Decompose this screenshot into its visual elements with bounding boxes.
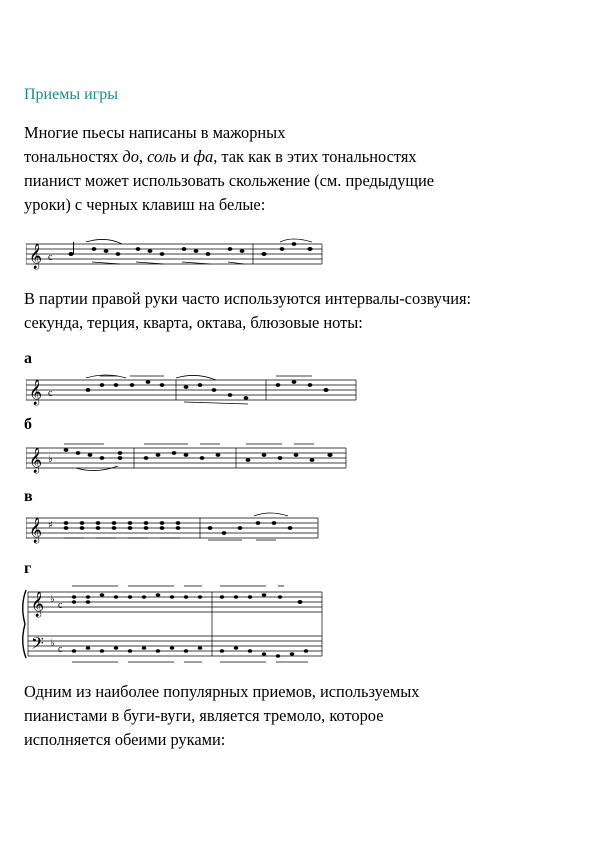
key-fa: фа bbox=[193, 147, 214, 166]
svg-text:𝄞: 𝄞 bbox=[31, 592, 45, 617]
music-example-b bbox=[26, 440, 350, 476]
tremolo-paragraph bbox=[24, 680, 419, 752]
svg-text:c: c bbox=[48, 388, 53, 399]
tremolo-line-2: пианистами в буги-вуги, является тремоло, которое bbox=[24, 706, 384, 725]
intro-line-2-end: , так как в этих тональностях bbox=[213, 147, 417, 166]
tremolo-line-3: исполняется обеими руками: bbox=[24, 730, 226, 749]
intro-paragraph bbox=[24, 121, 434, 217]
example-label-g: г bbox=[24, 560, 32, 577]
intro-line-2 bbox=[24, 145, 434, 169]
svg-text:c: c bbox=[58, 644, 63, 655]
svg-text:♭: ♭ bbox=[50, 594, 55, 605]
svg-text:𝄞: 𝄞 bbox=[29, 380, 43, 405]
example-label-v: в bbox=[24, 488, 33, 505]
example-label-a: а bbox=[24, 350, 32, 367]
svg-text:𝄞: 𝄞 bbox=[29, 448, 43, 473]
svg-text:♭: ♭ bbox=[50, 638, 55, 649]
svg-text:c: c bbox=[48, 252, 53, 263]
separator-2: и bbox=[176, 147, 194, 166]
example-label-b: б bbox=[24, 416, 32, 433]
intervals-line-1: В партии правой руки часто используются интервалы-созвучия: bbox=[24, 289, 472, 308]
svg-text:♭: ♭ bbox=[48, 454, 53, 465]
svg-text:♯: ♯ bbox=[48, 520, 53, 531]
intro-line-1: Многие пьесы написаны в мажорных bbox=[24, 123, 286, 142]
svg-text:c: c bbox=[58, 600, 63, 611]
music-example-a bbox=[26, 372, 360, 408]
music-example-v bbox=[26, 510, 322, 546]
section-heading: Приемы игры bbox=[24, 86, 118, 103]
svg-text:𝄞: 𝄞 bbox=[29, 518, 43, 543]
svg-text:𝄢: 𝄢 bbox=[31, 633, 44, 657]
key-sol: соль bbox=[147, 147, 177, 166]
music-example-g-piano bbox=[22, 582, 328, 670]
key-do: до bbox=[122, 147, 139, 166]
separator-1: , bbox=[138, 147, 148, 166]
intervals-paragraph bbox=[24, 287, 471, 335]
intro-line-3: пианист может использовать скольжение (см. предыдущие bbox=[24, 171, 435, 190]
intro-line-2-start: тональностях bbox=[24, 147, 123, 166]
svg-text:𝄞: 𝄞 bbox=[29, 244, 43, 269]
intervals-line-2: секунда, терция, кварта, октава, блюзовые ноты: bbox=[24, 313, 363, 332]
music-example-slide bbox=[26, 236, 326, 272]
tremolo-line-1: Одним из наиболее популярных приемов, используемых bbox=[24, 682, 420, 701]
intro-line-4: уроки) с черных клавиш на белые: bbox=[24, 195, 266, 214]
